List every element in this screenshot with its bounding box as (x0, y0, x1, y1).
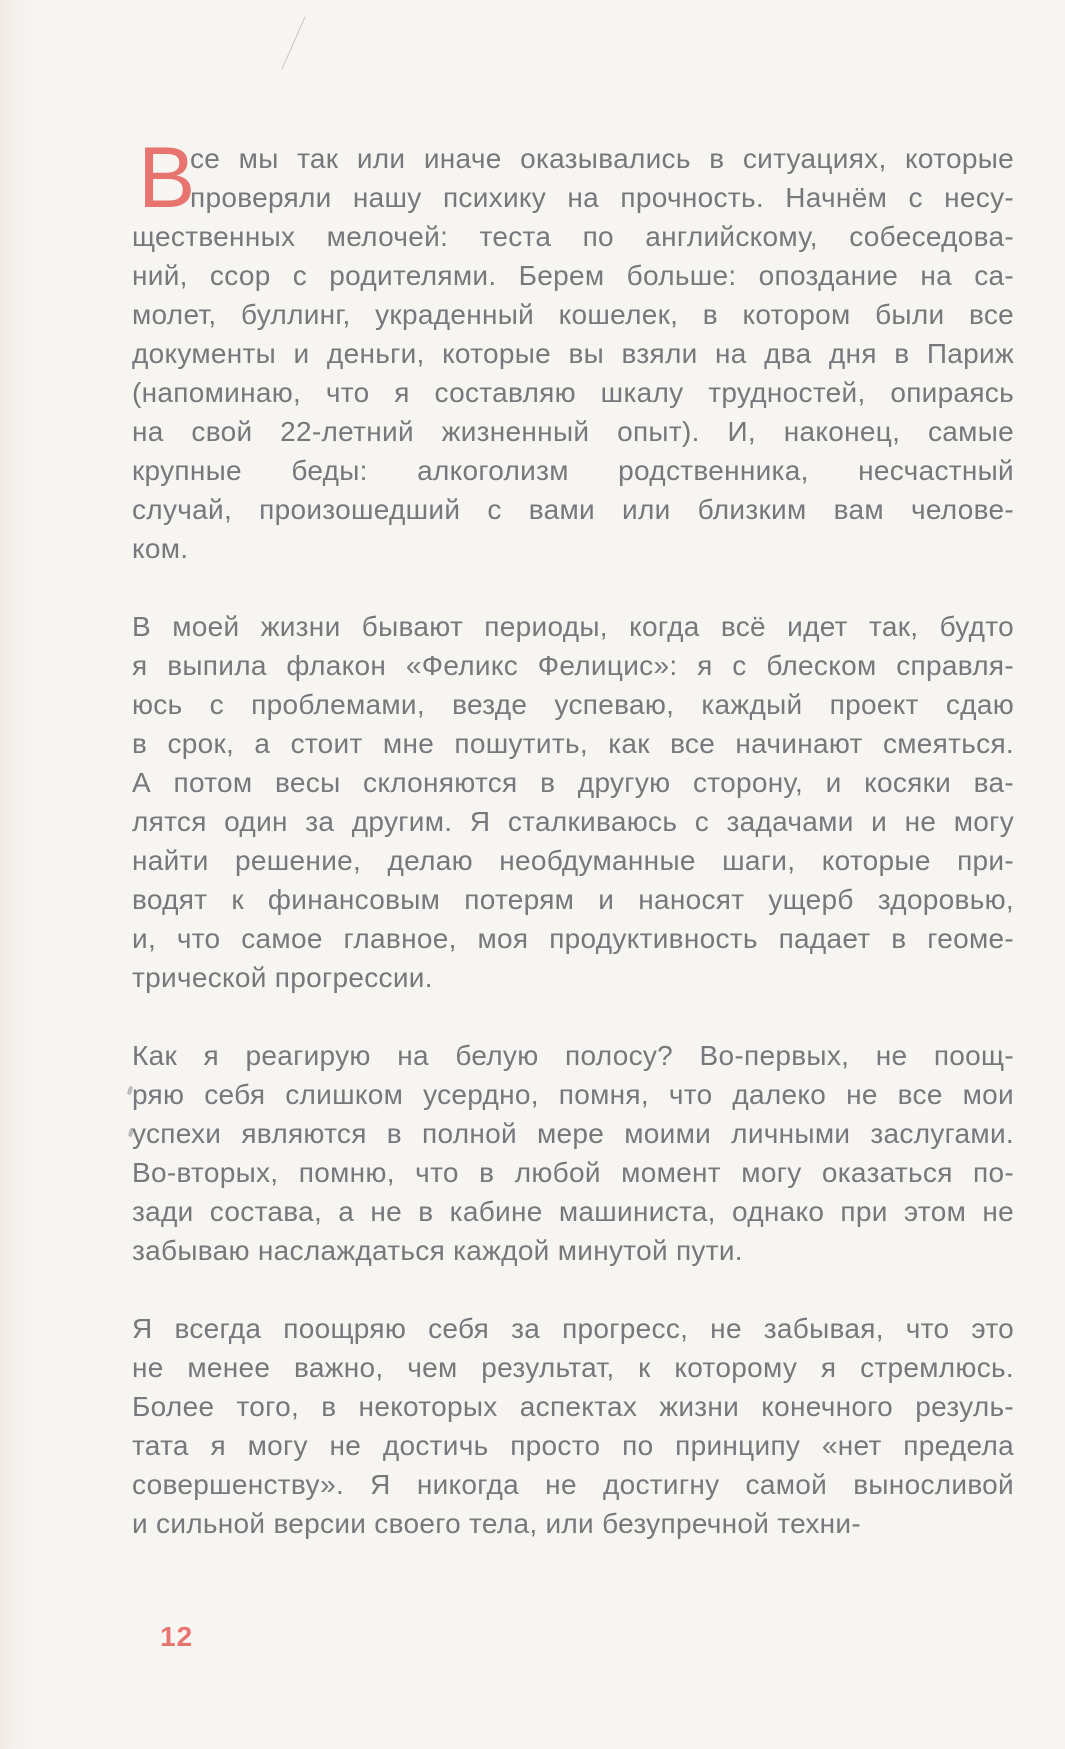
text-line: молет, буллинг, украденный кошелек, в котором были все (132, 299, 1014, 330)
text-line: лятся один за другим. Я сталкиваюсь с задачами и не могу (132, 806, 1014, 837)
paragraph-1 (132, 130, 1014, 568)
page-number: 12 (160, 1621, 194, 1652)
text-line: щественных мелочей: теста по английскому, собеседова- (132, 221, 1014, 252)
text-line: ний, ссор с родителями. Берем больше: опоздание на са- (132, 260, 1014, 291)
text-line: забываю наслаждаться каждой минутой пути. (132, 1235, 743, 1266)
text-line: крупные беды: алкоголизм родственника, несчастный (132, 455, 1014, 486)
text-line: совершенству». Я никогда не достигну самой выносливой (132, 1469, 1014, 1500)
text-line: В моей жизни бывают периоды, когда всё идет так, будто (132, 611, 1014, 642)
text-line: Как я реагирую на белую полосу? Во-первых, не поощ- (132, 1040, 1014, 1071)
text-line: случай, произошедший с вами или близким вам челове- (132, 494, 1014, 525)
text-line: юсь с проблемами, везде успеваю, каждый проект сдаю (132, 689, 1014, 720)
text-line: водят к финансовым потерям и наносят ущерб здоровью, (132, 884, 1014, 915)
text-line: ком. (132, 533, 189, 564)
paragraph-3 (132, 1036, 1014, 1270)
text-line: успехи являются в полной мере моими личными заслугами. (132, 1118, 1014, 1149)
text-line: Я всегда поощряю себя за прогресс, не забывая, что это (132, 1313, 1014, 1344)
text-line: Во-вторых, помню, что в любой момент могу оказаться по- (132, 1157, 1014, 1188)
text-line: проверяли нашу психику на прочность. Начнём с несу- (190, 182, 1014, 213)
paragraph-2 (132, 607, 1014, 997)
text-line: се мы так или иначе оказывались в ситуациях, которые (190, 143, 1014, 174)
text-line: найти решение, делаю необдуманные шаги, которые при- (132, 845, 1014, 876)
text-line: А потом весы склоняются в другую сторону, и косяки ва- (132, 767, 1014, 798)
paragraph-4 (132, 1309, 1014, 1543)
text-line: тата я могу не достичь просто по принципу «нет предела (132, 1430, 1014, 1461)
text-line: (напоминаю, что я составляю шкалу трудностей, опираясь (132, 377, 1014, 408)
body-text (132, 130, 1014, 1543)
text-line: я выпила флакон «Феликс Фелицис»: я с блеском справля- (132, 650, 1014, 681)
drop-cap-letter: В (138, 130, 196, 226)
text-line: Более того, в некоторых аспектах жизни конечного резуль- (132, 1391, 1014, 1422)
scan-scratch (281, 16, 306, 69)
text-line: и сильной версии своего тела, или безупречной техни- (132, 1508, 861, 1539)
text-line: на свой 22-летний жизненный опыт). И, наконец, самые (132, 416, 1014, 447)
text-line: ряю себя слишком усердно, помня, что далеко не все мои (132, 1079, 1014, 1110)
text-line: документы и деньги, которые вы взяли на два дня в Париж (132, 338, 1014, 369)
text-line: зади состава, а не в кабине машиниста, однако при этом не (132, 1196, 1014, 1227)
text-line: не менее важно, чем результат, к которому я стремлюсь. (132, 1352, 1014, 1383)
text-line: и, что самое главное, моя продуктивность падает в геоме- (132, 923, 1014, 954)
text-line: в срок, а стоит мне пошутить, как все начинают смеяться. (132, 728, 1014, 759)
text-line: трической прогрессии. (132, 962, 433, 993)
